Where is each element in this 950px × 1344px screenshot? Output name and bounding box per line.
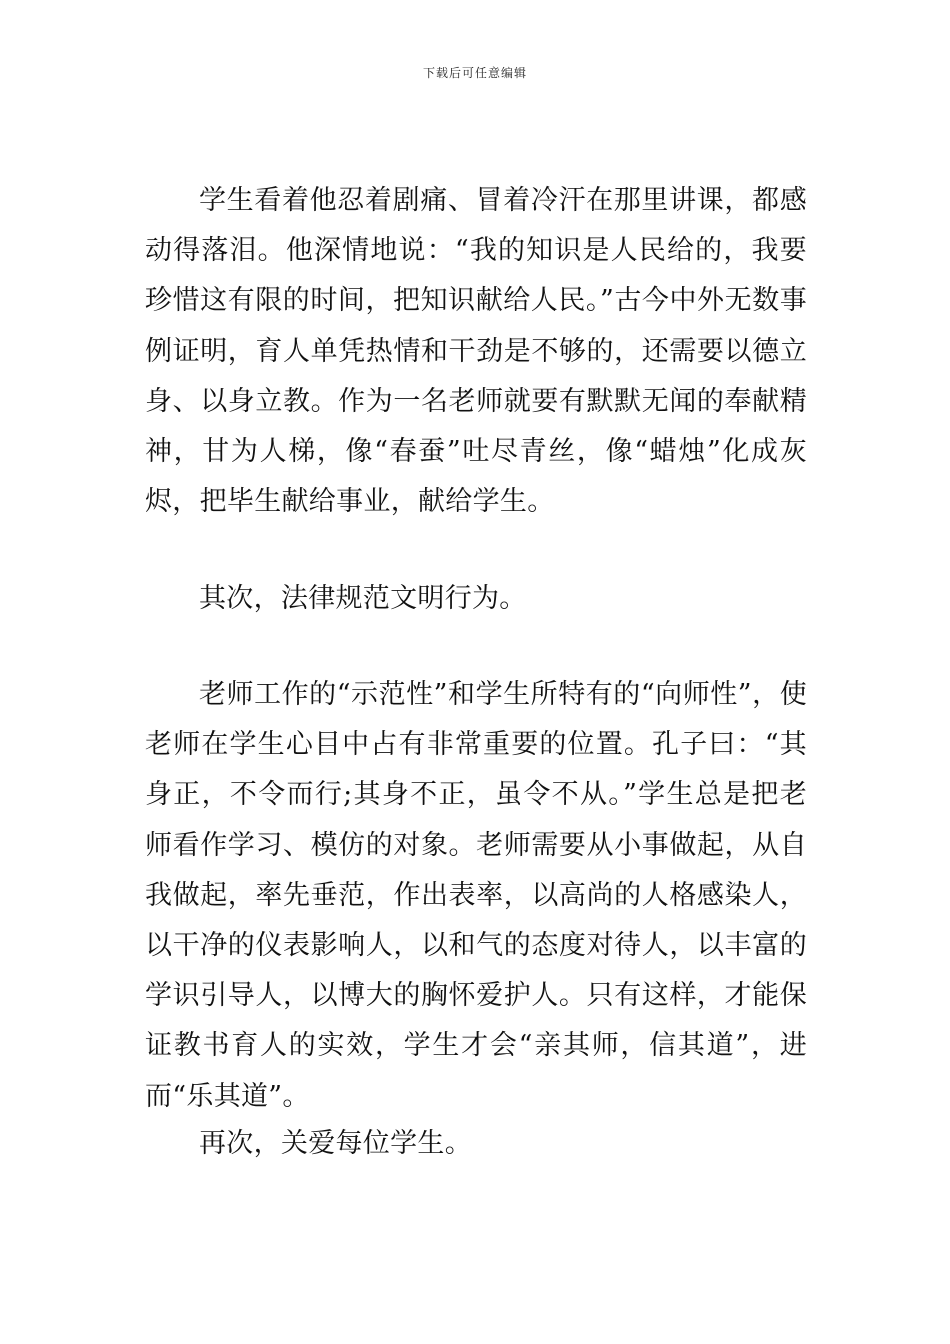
section-heading-paragraph: 其次，法律规范文明行为。 bbox=[199, 583, 527, 614]
body-paragraph: 老师工作的“示范性”和学生所特有的“向师性”，使老师在学生心目中占有非常重要的位置。孔子曰：“其身正，不令而行;其身不正，虽令不从。”学生总是把老师看作学习、模仿的对象。老师需要从小事做起，从自我做起，率先垂范，作出表率，以高尚的人格感染人，以干净的仪表影响人，以和气的态度对待人，以丰富的学识引导人，以博大的胸怀爱护人。只有这样，才能保证教书育人的实效，学生才会“亲其师，信其道”，进而“乐其道”。 bbox=[145, 679, 807, 1112]
section-heading-paragraph: 再次，关爱每位学生。 bbox=[199, 1128, 472, 1159]
page-header: 下载后可任意编辑 bbox=[422, 66, 527, 80]
body-paragraph: 学生看着他忍着剧痛、冒着冷汗在那里讲课，都感动得落泪。他深情地说：“我的知识是人民给的，我要珍惜这有限的时间，把知识献给人民。”古今中外无数事例证明，育人单凭热情和干劲是不够的，还需要以德立身、以身立教。作为一名老师就要有默默无闻的奉献精神，甘为人梯，像“春蚕”吐尽青丝，像“蜡烛”化成灰烬，把毕生献给事业，献给学生。 bbox=[145, 185, 807, 518]
